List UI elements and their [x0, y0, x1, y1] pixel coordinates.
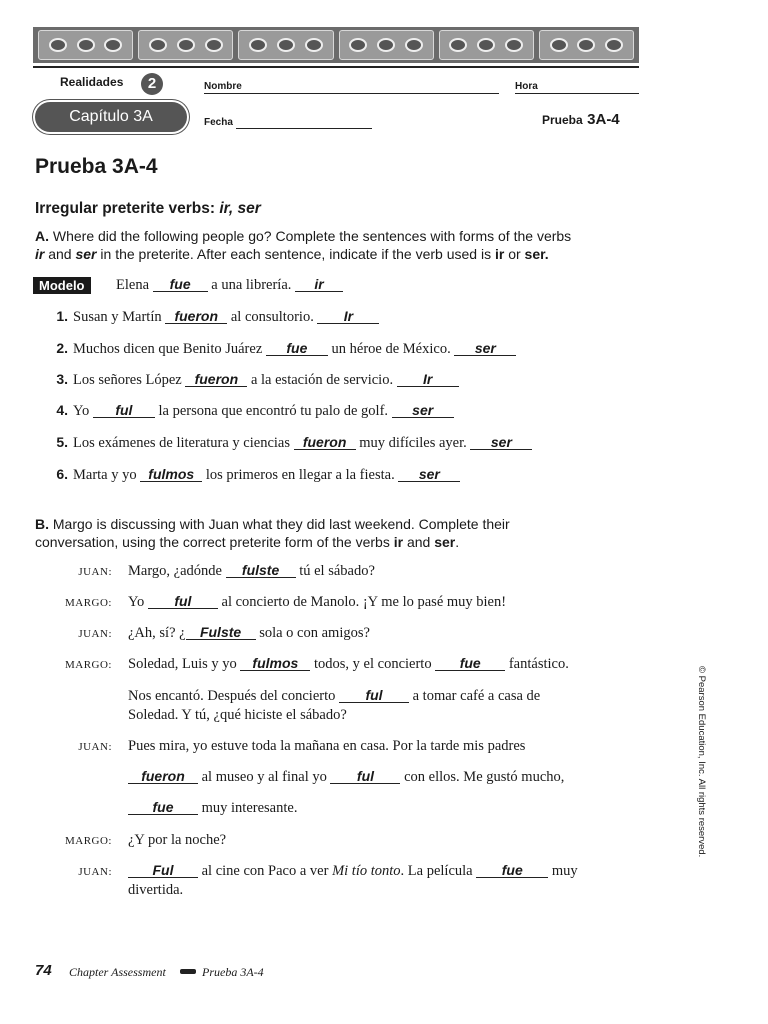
- dialogue-line: ¿Ah, sí? ¿ Fulste sola o con amigos?: [128, 624, 370, 641]
- answer-blank[interactable]: fueron: [128, 769, 198, 784]
- modelo-answer[interactable]: fue: [153, 277, 208, 292]
- answer-blank[interactable]: Fulste: [186, 625, 256, 640]
- banner-pattern: [439, 30, 534, 60]
- level-badge: 2: [141, 73, 163, 95]
- chapter-badge: Capítulo 3A: [35, 102, 187, 132]
- speaker-label: JUAN:: [78, 741, 112, 753]
- verb-blank[interactable]: ser: [398, 467, 460, 482]
- answer-blank[interactable]: ful: [330, 769, 400, 784]
- list-item: 1. Susan y Martín fueron al consultorio. Ir: [48, 308, 379, 326]
- name-field-line[interactable]: [204, 93, 499, 94]
- footer-separator: [180, 969, 196, 974]
- hour-field-line[interactable]: [515, 93, 639, 94]
- speaker-label: MARGO:: [64, 835, 112, 847]
- answer-blank[interactable]: fueron: [294, 435, 356, 450]
- answer-blank[interactable]: ful: [339, 688, 409, 703]
- date-label: Fecha: [204, 117, 233, 128]
- page-number: 74: [35, 962, 52, 979]
- footer-quiz: Prueba 3A-4: [202, 965, 264, 979]
- part-a-instructions: A. Where did the following people go? Complete the sentences with forms of the verbs ir and ser in the preterite. After each sentence, indicate if the verb used is ir or ser.: [35, 228, 572, 262]
- answer-blank[interactable]: Ful: [128, 863, 198, 878]
- answer-blank[interactable]: fue: [476, 863, 548, 878]
- modelo-label: Modelo: [33, 277, 91, 294]
- quiz-word: Prueba: [542, 113, 583, 127]
- dialogue-line: divertida.: [128, 882, 184, 898]
- speaker-label: MARGO:: [64, 659, 112, 671]
- banner-pattern: [38, 30, 133, 60]
- dialogue-line: Nos encantó. Después del concierto ful a tomar café a casa de: [128, 687, 541, 704]
- answer-blank[interactable]: fue: [435, 656, 505, 671]
- answer-blank[interactable]: fueron: [165, 309, 227, 324]
- answer-blank[interactable]: ful: [148, 594, 218, 609]
- banner-pattern: [539, 30, 634, 60]
- answer-blank[interactable]: fulste: [226, 563, 296, 578]
- hour-label: Hora: [515, 81, 538, 92]
- answer-blank[interactable]: fue: [128, 800, 198, 815]
- dialogue-line: Margo, ¿adónde fulste tú el sábado?: [128, 562, 375, 579]
- list-item: 3. Los señores López fueron a la estación de servicio. Ir: [48, 371, 459, 389]
- speaker-label: JUAN:: [78, 566, 112, 578]
- verb-blank[interactable]: ser: [392, 403, 454, 418]
- verb-blank[interactable]: ser: [454, 341, 516, 356]
- dialogue-line: ¿Y por la noche?: [128, 832, 227, 848]
- modelo-verb-answer[interactable]: ir: [295, 277, 343, 292]
- answer-blank[interactable]: fue: [266, 341, 328, 356]
- verb-blank[interactable]: Ir: [397, 372, 459, 387]
- verb-blank[interactable]: Ir: [317, 309, 379, 324]
- copyright-notice: © Pearson Education, Inc. All rights reserved.: [696, 666, 707, 858]
- dialogue-line: fueron al museo y al final yo ful con ellos. Me gustó mucho,: [128, 769, 564, 786]
- dialogue-line: fue muy interesante.: [128, 800, 297, 817]
- header-rule: [33, 66, 639, 68]
- series-name: Realidades: [60, 75, 124, 89]
- speaker-label: MARGO:: [64, 597, 112, 609]
- name-label: Nombre: [204, 81, 242, 92]
- banner-pattern: [138, 30, 233, 60]
- dialogue-line: Pues mira, yo estuve toda la mañana en casa. Por la tarde mis padres: [128, 738, 526, 754]
- quiz-label: [542, 111, 620, 129]
- speaker-label: JUAN:: [78, 628, 112, 640]
- answer-blank[interactable]: fulmos: [240, 656, 310, 671]
- dialogue-line: Yo ful al concierto de Manolo. ¡Y me lo pasé muy bien!: [128, 593, 507, 610]
- banner-pattern: [339, 30, 434, 60]
- modelo-sentence: Elena fue a una librería. ir: [116, 277, 343, 294]
- section-title: Irregular preterite verbs: ir, ser: [35, 200, 261, 217]
- quiz-code: 3A-4: [587, 111, 620, 128]
- dialogue-line: Soledad, Luis y yo fulmos todos, y el concierto fue fantástico.: [128, 655, 569, 672]
- answer-blank[interactable]: fueron: [185, 372, 247, 387]
- list-item: 4. Yo ful la persona que encontró tu palo de golf. ser: [48, 402, 454, 420]
- list-item: 5. Los exámenes de literatura y ciencias fueron muy difíciles ayer. ser: [48, 434, 532, 452]
- page-title: Prueba 3A-4: [35, 155, 158, 178]
- list-item: 2. Muchos dicen que Benito Juárez fue un héroe de México. ser: [48, 340, 516, 358]
- list-item: 6. Marta y yo fulmos los primeros en llegar a la fiesta. ser: [48, 466, 460, 484]
- decorative-banner: [33, 27, 639, 63]
- speaker-label: JUAN:: [78, 866, 112, 878]
- footer-source: Chapter Assessment: [69, 965, 166, 979]
- banner-pattern: [238, 30, 333, 60]
- part-b-instructions: B. Margo is discussing with Juan what they did last weekend. Complete their conversation, using the correct preterite form of the verbs ir and ser.: [35, 516, 510, 550]
- dialogue-line: Ful al cine con Paco a ver Mi tío tonto. La película fue muy: [128, 863, 578, 880]
- answer-blank[interactable]: fulmos: [140, 467, 202, 482]
- date-field-line[interactable]: [236, 128, 372, 129]
- verb-blank[interactable]: ser: [470, 435, 532, 450]
- dialogue-line: Soledad. Y tú, ¿qué hiciste el sábado?: [128, 707, 347, 723]
- answer-blank[interactable]: ful: [93, 403, 155, 418]
